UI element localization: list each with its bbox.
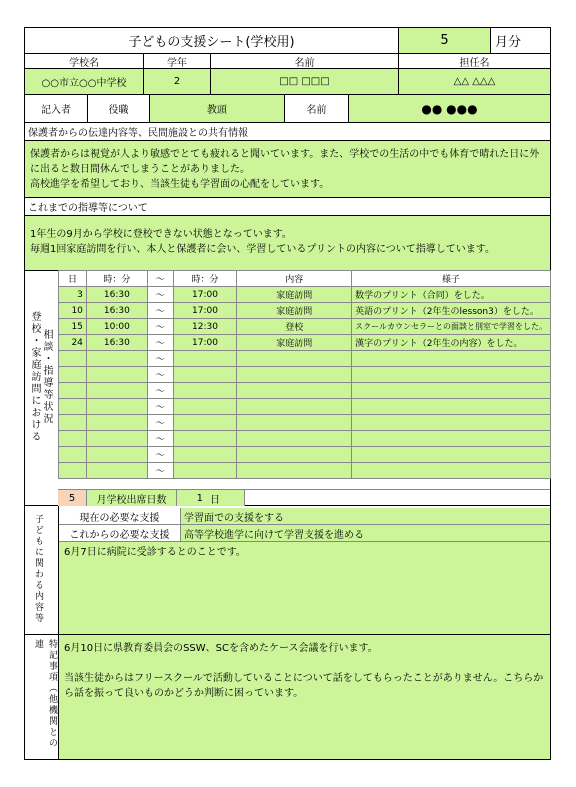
grade-header: 学年: [143, 54, 210, 68]
visit-tilde-cell: ～: [147, 399, 173, 415]
visit-detail-cell[interactable]: [352, 383, 551, 399]
visit-detail-cell[interactable]: スクールカウンセラーとの面談と別室で学習をした。: [352, 319, 551, 335]
visit-end-cell[interactable]: [173, 463, 237, 479]
visit-detail-cell[interactable]: 英語のプリント（2年生のlesson3）をした。: [352, 303, 551, 319]
visit-start-cell[interactable]: 16:30: [86, 335, 147, 351]
visit-tilde-cell: ～: [147, 287, 173, 303]
special-body: 6月10日に県教育委員会のSSW、SCを含めたケース会議を行います。 当該生徒からはフリースクールで活動していることについて話をしてもらったことがありません。こちらから話を振って良いものかどうか判断に困っています。: [64, 643, 544, 699]
visit-detail-cell[interactable]: [352, 431, 551, 447]
visit-day-cell[interactable]: 15: [59, 319, 87, 335]
visit-end-cell[interactable]: [173, 351, 237, 367]
guidance-heading-row: [25, 198, 550, 216]
visit-start-cell[interactable]: [86, 367, 147, 383]
visit-detail-cell[interactable]: [352, 367, 551, 383]
visit-end-cell[interactable]: 17:00: [173, 335, 237, 351]
attendance-row: [58, 489, 550, 506]
visit-content-cell[interactable]: 家庭訪問: [237, 287, 352, 303]
info-header-row: [25, 54, 550, 69]
guardian-heading: 保護者からの伝達内容等、民間施設との共有情報: [28, 128, 248, 139]
recorder-row: [25, 95, 550, 123]
visit-day-cell[interactable]: [59, 431, 87, 447]
current-support-value[interactable]: 学習面での支援をする: [181, 508, 550, 524]
visit-content-cell[interactable]: 登校: [237, 319, 352, 335]
visit-row: [59, 383, 551, 399]
visit-detail-cell[interactable]: 数学のプリント（合同）をした。: [352, 287, 551, 303]
visit-end-cell[interactable]: [173, 383, 237, 399]
visit-detail-cell[interactable]: [352, 447, 551, 463]
visit-content-cell[interactable]: [237, 463, 352, 479]
attendance-month[interactable]: 5: [58, 490, 87, 506]
visit-detail-cell[interactable]: [352, 415, 551, 431]
visit-content-cell[interactable]: [237, 367, 352, 383]
visit-detail-cell[interactable]: [352, 351, 551, 367]
visit-start-cell[interactable]: 16:30: [86, 287, 147, 303]
support-note: 6月7日に病院に受診するとのことです。: [64, 547, 246, 558]
current-support-row: [59, 508, 550, 525]
visit-start-cell[interactable]: [86, 415, 147, 431]
visit-row: [59, 351, 551, 367]
visits-table: [58, 270, 551, 479]
visit-day-cell[interactable]: [59, 367, 87, 383]
sheet-title: 子どもの支援シート(学校用): [128, 35, 295, 50]
visit-end-cell[interactable]: [173, 367, 237, 383]
title-row: [25, 28, 550, 54]
visit-tilde-cell: ～: [147, 319, 173, 335]
visit-tilde-cell: ～: [147, 335, 173, 351]
visit-start-cell[interactable]: [86, 447, 147, 463]
visit-day-cell[interactable]: 24: [59, 335, 87, 351]
role-label: 役職: [87, 95, 149, 122]
role-value[interactable]: 教頭: [149, 95, 284, 122]
visits-side-label-inner: 相談・指導等状況: [41, 329, 52, 425]
visit-end-cell[interactable]: [173, 431, 237, 447]
month-value[interactable]: 5: [398, 28, 490, 53]
support-side-label: 子どもに関わる内容等: [33, 514, 43, 624]
visit-row: [59, 431, 551, 447]
teacher-value[interactable]: △△ △△△: [398, 69, 550, 94]
visit-end-cell[interactable]: 12:30: [173, 319, 237, 335]
col-start: 時：分: [86, 271, 147, 287]
visit-start-cell[interactable]: 16:30: [86, 303, 147, 319]
attendance-count[interactable]: 1: [177, 490, 207, 506]
visit-start-cell[interactable]: 10:00: [86, 319, 147, 335]
guardian-body[interactable]: 保護者からは視覚が人より敏感でとても疲れると聞いています。また、学校での生活の中でも体育で晴れた日に外に出ると数日間休んでしまうことがありました。 高校進学を希望しており、当該生徒も学習面の心配をしています。: [30, 149, 540, 190]
support-section: [25, 506, 550, 635]
col-day: 日: [59, 271, 87, 287]
visit-content-cell[interactable]: 家庭訪問: [237, 335, 352, 351]
visit-detail-cell[interactable]: [352, 399, 551, 415]
visit-row: [59, 287, 551, 303]
visit-tilde-cell: ～: [147, 463, 173, 479]
month-unit: 月分: [490, 28, 550, 53]
visit-start-cell[interactable]: [86, 463, 147, 479]
school-value[interactable]: ○○市立○○中学校: [41, 78, 127, 89]
name-header: 名前: [210, 54, 398, 68]
current-support-label: 現在の必要な支援: [59, 508, 181, 524]
visit-tilde-cell: ～: [147, 383, 173, 399]
visit-end-cell[interactable]: 17:00: [173, 287, 237, 303]
visit-day-cell[interactable]: [59, 383, 87, 399]
visit-content-cell[interactable]: [237, 399, 352, 415]
visit-row: [59, 399, 551, 415]
special-section: [25, 635, 550, 759]
visit-detail-cell[interactable]: [352, 463, 551, 479]
special-body-area[interactable]: [58, 635, 550, 759]
visit-detail-cell[interactable]: 漢字のプリント（2年生の内容）をした。: [352, 335, 551, 351]
guardian-heading-row: [25, 123, 550, 141]
col-detail: 様子: [352, 271, 551, 287]
visit-day-cell[interactable]: [59, 463, 87, 479]
visit-tilde-cell: ～: [147, 367, 173, 383]
visit-row: [59, 367, 551, 383]
visit-end-cell[interactable]: 17:00: [173, 303, 237, 319]
col-end: 時：分: [173, 271, 237, 287]
grade-value[interactable]: 2: [143, 69, 210, 94]
visit-content-cell[interactable]: [237, 447, 352, 463]
col-content: 内容: [237, 271, 352, 287]
visits-side-label-outer: 登校・家庭訪問における: [29, 311, 40, 443]
guardian-body-row: [25, 141, 550, 198]
visit-row: [59, 415, 551, 431]
recorder-name-label: 名前: [284, 95, 348, 122]
visit-day-cell[interactable]: 3: [59, 287, 87, 303]
name-value[interactable]: □□ □□□: [210, 69, 398, 94]
visit-content-cell[interactable]: [237, 383, 352, 399]
attendance-unit: 日: [207, 490, 245, 506]
visit-start-cell[interactable]: [86, 383, 147, 399]
visit-day-cell[interactable]: [59, 351, 87, 367]
support-sheet: [24, 27, 551, 760]
support-body: [58, 506, 550, 635]
visit-content-cell[interactable]: 家庭訪問: [237, 303, 352, 319]
school-header: 学校名: [69, 57, 99, 68]
future-support-label: これからの必要な支援: [59, 525, 181, 541]
guidance-heading: これまでの指導等について: [28, 203, 148, 214]
visit-end-cell[interactable]: [173, 415, 237, 431]
future-support-row: [59, 525, 550, 542]
visit-row: [59, 303, 551, 319]
col-tilde: ～: [147, 271, 173, 287]
visit-day-cell[interactable]: [59, 415, 87, 431]
support-note-area[interactable]: [59, 542, 550, 634]
info-values-row: [25, 69, 550, 95]
special-side-label: 特記事項（他機関との連: [33, 639, 57, 749]
future-support-value[interactable]: 高等学校進学に向けて学習支援を進める: [181, 525, 550, 541]
visit-start-cell[interactable]: [86, 351, 147, 367]
guidance-body[interactable]: 1年生の9月から学校に登校できない状態となっています。 毎週1回家庭訪問を行い、本人と保護者に会い、学習しているプリントの内容について指導しています。: [30, 229, 495, 255]
visits-section: [25, 271, 550, 506]
visit-content-cell[interactable]: [237, 431, 352, 447]
recorder-label: 記入者: [41, 105, 71, 116]
visit-row: [59, 319, 551, 335]
visit-tilde-cell: ～: [147, 303, 173, 319]
visit-day-cell[interactable]: [59, 447, 87, 463]
visit-tilde-cell: ～: [147, 431, 173, 447]
visit-tilde-cell: ～: [147, 415, 173, 431]
visit-tilde-cell: ～: [147, 447, 173, 463]
visit-start-cell[interactable]: [86, 399, 147, 415]
visit-row: [59, 335, 551, 351]
visits-header-row: [59, 271, 551, 287]
visit-day-cell[interactable]: [59, 399, 87, 415]
visit-content-cell[interactable]: [237, 351, 352, 367]
guidance-body-row: [25, 216, 550, 271]
visit-end-cell[interactable]: [173, 399, 237, 415]
visit-day-cell[interactable]: 10: [59, 303, 87, 319]
visit-tilde-cell: ～: [147, 351, 173, 367]
recorder-name-value[interactable]: ●● ●●●: [348, 95, 550, 122]
visit-row: [59, 447, 551, 463]
visit-row: [59, 463, 551, 479]
attendance-label: 月学校出席日数: [87, 490, 177, 506]
visit-content-cell[interactable]: [237, 415, 352, 431]
visit-end-cell[interactable]: [173, 447, 237, 463]
visit-start-cell[interactable]: [86, 431, 147, 447]
teacher-header: 担任名: [398, 54, 550, 68]
